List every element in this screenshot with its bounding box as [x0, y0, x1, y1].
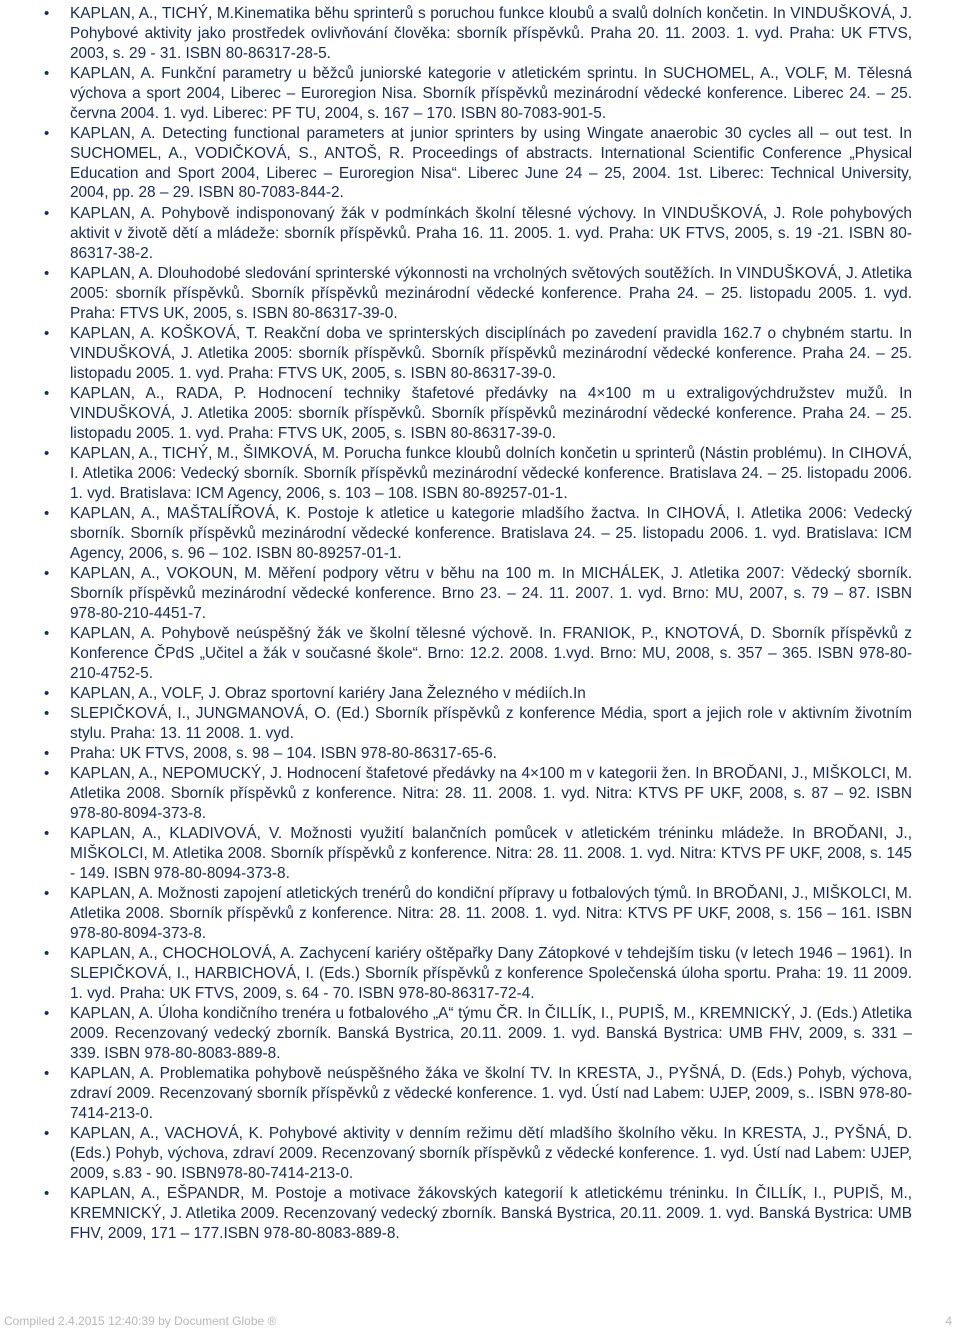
- bullet-icon: •: [44, 325, 50, 342]
- bullet-icon: •: [44, 385, 50, 402]
- reference-item: [0, 704, 960, 744]
- reference-text: KAPLAN, A., NEPOMUCKÝ, J. Hodnocení štafetové předávky na 4×100 m v kategorii žen. In BROĎANI, J., MIŠKOLCI, M. Atletika 2008. Sborník příspěvků z konference. Nitra: 28. 11. 2008. 1. vyd. Nitra: KTVS PF UKF, 2008, s. 87 – 92. ISBN 978-80-8094-373-8.: [70, 765, 912, 822]
- reference-item: [0, 944, 960, 1003]
- bullet-icon: •: [44, 1065, 50, 1082]
- reference-text: KAPLAN, A. Problematika pohybově neúspěšného žáka ve školní TV. In KRESTA, J., PYŠNÁ, D. (Eds.) Pohyb, výchova, zdraví 2009. Recenzovaný sborník příspěvků z vědecké konference. 1. vyd. Ústí nad Labem: UJEP, 2009, s.. ISBN 978-80-7414-213-0.: [70, 1065, 912, 1122]
- reference-text: KAPLAN, A., CHOCHOLOVÁ, A. Zachycení kariéry oštěpařky Dany Zátopkové v tehdejším tisku (v letech 1946 – 1961). In SLEPIČKOVÁ, I., HARBICHOVÁ, I. (Eds.) Sborník příspěvků z konference Společenská úloha sportu. Praha: 19. 11 2009. 1. vyd. Praha: UK FTVS, 2009, s. 64 - 70. ISBN 978-80-86317-72-4.: [70, 945, 912, 1002]
- bullet-icon: •: [44, 625, 50, 642]
- reference-item: [0, 624, 960, 683]
- bullet-icon: •: [44, 65, 50, 82]
- reference-item: [0, 764, 960, 823]
- reference-item: [0, 4, 960, 63]
- reference-item: [0, 564, 960, 623]
- reference-item: [0, 824, 960, 883]
- bullet-icon: •: [44, 205, 50, 222]
- reference-text: KAPLAN, A. Funkční parametry u běžců juniorské kategorie v atletickém sprintu. In SUCHOMEL, A., VOLF, M. Tělesná výchova a sport 2004, Liberec – Euroregion Nisa. Sborník příspěvků mezinárodní vědecké konference. Liberec 24. – 25. června 2004. 1. vyd. Liberec: PF TU, 2004, s. 167 – 170. ISBN 80-7083-901-5.: [70, 65, 912, 122]
- reference-text: KAPLAN, A., RADA, P. Hodnocení techniky štafetové předávky na 4×100 m u extraligovýchdružstev mužů. In VINDUŠKOVÁ, J. Atletika 2005: sborník příspěvků. Sborník příspěvků mezinárodní vědecké konference. Praha 24. – 25. listopadu 2005. 1. vyd. Praha: FTVS UK, 2005, s. ISBN 80-86317-39-0.: [70, 385, 912, 442]
- footer-page-number: 4: [945, 1314, 952, 1328]
- bullet-icon: •: [44, 445, 50, 462]
- reference-text: Praha: UK FTVS, 2008, s. 98 – 104. ISBN 978-80-86317-65-6.: [70, 745, 497, 762]
- bullet-icon: •: [44, 505, 50, 522]
- reference-item: [0, 384, 960, 443]
- reference-text: KAPLAN, A., VOKOUN, M. Měření podpory větru v běhu na 100 m. In MICHÁLEK, J. Atletika 2007: Vědecký sborník. Sborník příspěvků mezinárodní vědecké konference. Brno 23. – 24. 11. 2007. 1. vyd. Brno: MU, 2007, s. 79 – 87. ISBN 978-80-210-4451-7.: [70, 565, 912, 622]
- bullet-icon: •: [44, 885, 50, 902]
- bullet-icon: •: [44, 1005, 50, 1022]
- reference-item: [0, 204, 960, 263]
- reference-item: [0, 1004, 960, 1063]
- bullet-icon: •: [44, 945, 50, 962]
- bullet-icon: •: [44, 125, 50, 142]
- bullet-icon: •: [44, 705, 50, 722]
- reference-item: [0, 324, 960, 383]
- reference-item: [0, 124, 960, 203]
- reference-text: KAPLAN, A. Detecting functional parameters at junior sprinters by using Wingate anaerobic 30 cycles all – out test. In SUCHOMEL, A., VODIČKOVÁ, S., ANTOŠ, R. Proceedings of abstracts. International Scientific Conference „Physical Education and Sport 2004, Liberec – Euroregion Nisa“. Liberec June 24 – 25, 2004. 1st. Liberec: Technical University, 2004, pp. 28 – 29. ISBN 80-7083-844-2.: [70, 125, 912, 202]
- reference-text: KAPLAN, A. Dlouhodobé sledování sprinterské výkonnosti na vrcholných světových soutěžích. In VINDUŠKOVÁ, J. Atletika 2005: sborník příspěvků. Sborník příspěvků mezinárodní vědecké konference. Praha 24. – 25. listopadu 2005. 1. vyd. Praha: FTVS UK, 2005, s. ISBN 80-86317-39-0.: [70, 265, 912, 322]
- bullet-icon: •: [44, 1125, 50, 1142]
- reference-item: [0, 264, 960, 323]
- reference-text: KAPLAN, A., MAŠTALÍŘOVÁ, K. Postoje k atletice u kategorie mladšího žactva. In CIHOVÁ, I. Atletika 2006: Vedecký sborník. Sborník příspěvků mezinárodní vědecké konference. Bratislava 24. – 25. listopadu 2006. 1. vyd. Bratislava: ICM Agency, 2006, s. 96 – 102. ISBN 80-89257-01-1.: [70, 505, 912, 562]
- reference-item: [0, 1064, 960, 1123]
- reference-text: KAPLAN, A., VOLF, J. Obraz sportovní kariéry Jana Železného v médiích.In: [70, 685, 586, 702]
- bullet-icon: •: [44, 745, 50, 762]
- reference-item: [0, 64, 960, 123]
- reference-text: KAPLAN, A. KOŠKOVÁ, T. Reakční doba ve sprinterských disciplínách po zavedení pravidla 162.7 o chybném startu. In VINDUŠKOVÁ, J. Atletika 2005: sborník příspěvků. Sborník příspěvků mezinárodní vědecké konference. Praha 24. – 25. listopadu 2005. 1. vyd. Praha: FTVS UK, 2005, s. ISBN 80-86317-39-0.: [70, 325, 912, 382]
- reference-item: [0, 444, 960, 503]
- bullet-icon: •: [44, 685, 50, 702]
- reference-item: [0, 1124, 960, 1183]
- reference-text: KAPLAN, A., VACHOVÁ, K. Pohybové aktivity v denním režimu dětí mladšího školního věku. In KRESTA, J., PYŠNÁ, D.(Eds.) Pohyb, výchova, zdraví 2009. Recenzovaný sborník příspěvků z vědecké konference. 1. vyd. Ústí nad Labem: UJEP, 2009, s.83 - 90. ISBN978-80-7414-213-0.: [70, 1125, 912, 1182]
- reference-text: KAPLAN, A. Pohybově indisponovaný žák v podmínkách školní tělesné výchovy. In VINDUŠKOVÁ, J. Role pohybových aktivit v životě dětí a mládeže: sborník příspěvků. Praha 16. 11. 2005. 1. vyd. Praha: UK FTVS, 2005, s. 19 -21. ISBN 80-86317-38-2.: [70, 205, 912, 262]
- reference-text: KAPLAN, A., TICHÝ, M.Kinematika běhu sprinterů s poruchou funkce kloubů a svalů dolních končetin. In VINDUŠKOVÁ, J. Pohybové aktivity jako prostředek ovlivňování člověka: sborník příspěvků. Praha 20. 11. 2003. 1. vyd. Praha: UK FTVS, 2003, s. 29 - 31. ISBN 80-86317-28-5.: [70, 5, 912, 62]
- reference-item: [0, 504, 960, 563]
- reference-item: [0, 684, 960, 704]
- bullet-icon: •: [44, 565, 50, 582]
- bullet-icon: •: [44, 265, 50, 282]
- bullet-icon: •: [44, 1185, 50, 1202]
- bullet-icon: •: [44, 5, 50, 22]
- reference-text: KAPLAN, A. Pohybově neúspěšný žák ve školní tělesné výchově. In. FRANIOK, P., KNOTOVÁ, D. Sborník příspěvků z Konference ČPdS „Učitel a žák v současné škole“. Brno: 12.2. 2008. 1.vyd. Brno: MU, 2008, s. 357 – 365. ISBN 978-80-210-4752-5.: [70, 625, 912, 682]
- reference-item: [0, 884, 960, 943]
- reference-item: [0, 1184, 960, 1243]
- reference-text: KAPLAN, A. Úloha kondičního trenéra u fotbalového „A“ týmu ČR. In ČILLÍK, I., PUPIŠ, M., KREMNICKÝ, J. (Eds.) Atletika 2009. Recenzovaný vedecký zborník. Banská Bystrica, 20.11. 2009. 1. vyd. Banská Bystrica: UMB FHV, 2009, s. 331 – 339. ISBN 978-80-8083-889-8.: [70, 1005, 912, 1062]
- bullet-icon: •: [44, 765, 50, 782]
- bullet-icon: •: [44, 825, 50, 842]
- reference-item: [0, 744, 960, 764]
- reference-text: KAPLAN, A., KLADIVOVÁ, V. Možnosti využití balančních pomůcek v atletickém tréninku mládeže. In BROĎANI, J., MIŠKOLCI, M. Atletika 2008. Sborník příspěvků z konference. Nitra: 28. 11. 2008. 1. vyd. Nitra: KTVS PF UKF, 2008, s. 145 - 149. ISBN 978-80-8094-373-8.: [70, 825, 912, 882]
- footer-compiled-text: Compiled 2.4.2015 12:40:39 by Document Globe ®: [4, 1314, 277, 1328]
- reference-text: KAPLAN, A. Možnosti zapojení atletických trenérů do kondiční přípravy u fotbalových týmů. In BROĎANI, J., MIŠKOLCI, M. Atletika 2008. Sborník příspěvků z konference. Nitra: 28. 11. 2008. 1. vyd. Nitra: KTVS PF UKF, 2008, s. 156 – 161. ISBN 978-80-8094-373-8.: [70, 885, 912, 942]
- reference-text: SLEPIČKOVÁ, I., JUNGMANOVÁ, O. (Ed.) Sborník příspěvků z konference Média, sport a jejich role v aktivním životním stylu. Praha: 13. 11 2008. 1. vyd.: [70, 705, 912, 742]
- reference-text: KAPLAN, A., TICHÝ, M., ŠIMKOVÁ, M. Porucha funkce kloubů dolních končetin u sprinterů (Nástin problému). In CIHOVÁ, I. Atletika 2006: Vedecký sborník. Sborník příspěvků mezinárodní vědecké konference. Bratislava 24. – 25. listopadu 2006. 1. vyd. Bratislava: ICM Agency, 2006, s. 103 – 108. ISBN 80-89257-01-1.: [70, 445, 912, 502]
- reference-text: KAPLAN, A., EŠPANDR, M. Postoje a motivace žákovských kategorií k atletickému tréninku. In ČILLÍK, I., PUPIŠ, M., KREMNICKÝ, J. Atletika 2009. Recenzovaný vedecký zborník. Banská Bystrica, 20.11. 2009. 1. vyd. Banská Bystrica: UMB FHV, 2009, 171 – 177.ISBN 978-80-8083-889-8.: [70, 1185, 912, 1242]
